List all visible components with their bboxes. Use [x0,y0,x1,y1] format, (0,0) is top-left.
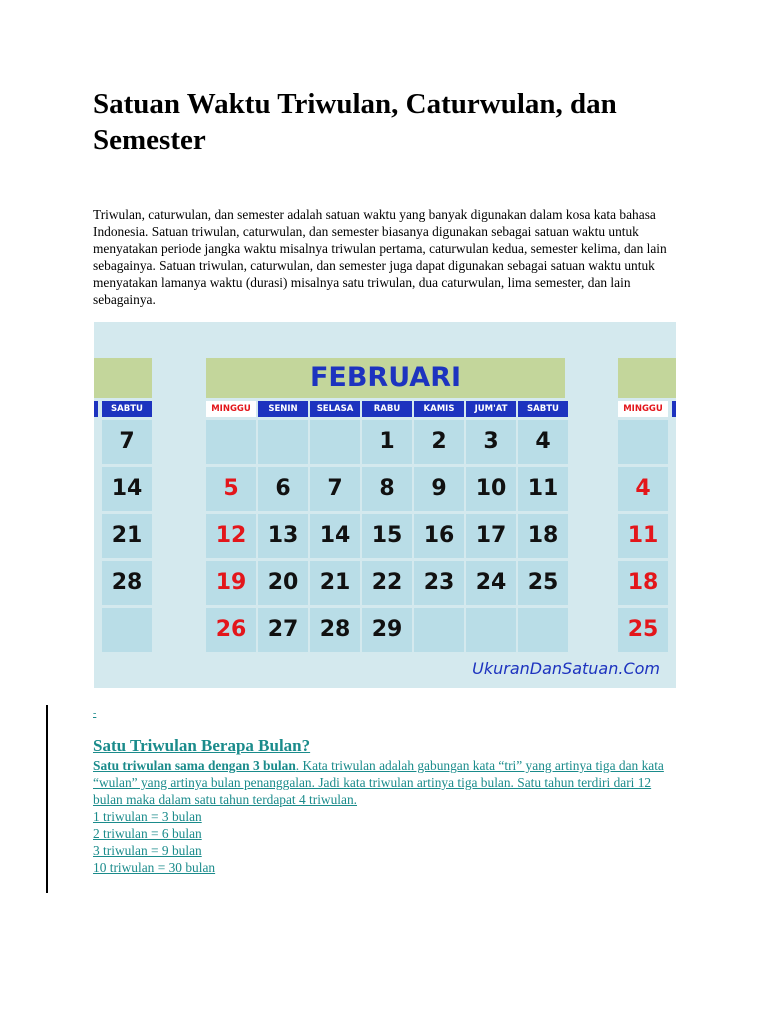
calendar-day-cell: 19 [206,561,256,605]
calendar-day-cell: 2 [414,420,464,464]
calendar-day-cell: 23 [414,561,464,605]
calendar-month: FEBRUARI [206,358,565,398]
calendar-day-cell: 25 [518,561,568,605]
calendar-day-cell: 16 [414,514,464,558]
day-header-1: SENIN [258,401,308,417]
calendar-day-cell: 18 [518,514,568,558]
left-partial-cell: 7 [102,420,152,464]
calendar-day-cell: 26 [206,608,256,652]
calendar-day-cell [466,608,516,652]
list-item[interactable]: 3 triwulan = 9 bulan [93,843,202,858]
calendar-day-cell: 11 [518,467,568,511]
calendar-day-cell [310,420,360,464]
calendar-day-cell: 9 [414,467,464,511]
right-partial-cell: 25 [618,608,668,652]
right-partial-cell: 4 [618,467,668,511]
calendar-day-cell: 3 [466,420,516,464]
calendar-day-cell [518,608,568,652]
right-partial-header [618,358,676,398]
right-partial-cell [618,420,668,464]
day-header-2: SELASA [310,401,360,417]
list-item[interactable]: 1 triwulan = 3 bulan [93,809,202,824]
day-header-sliver-right [672,401,676,417]
section-text[interactable] [93,757,683,808]
calendar-day-cell: 14 [310,514,360,558]
calendar-day-cell: 28 [310,608,360,652]
day-header-right-partial: MINGGU [618,401,668,417]
calendar-credit: UkuranDanSatuan.Com [472,659,660,678]
dash-link[interactable]: - [93,708,97,719]
calendar-day-cell: 22 [362,561,412,605]
calendar-day-cell: 4 [518,420,568,464]
section-body[interactable]: . Kata triwulan adalah gabungan kata “tri” yang artinya tiga dan kata “wulan” yang artinya bulan penanggalan. Jadi kata triwulan artinya tiga bulan. Satu tahun terdiri dari 12 bulan maka dalam satu tahun terdapat 4 triwulan. [93,758,664,807]
calendar-day-cell: 24 [466,561,516,605]
day-header-6: SABTU [518,401,568,417]
page-title: Satuan Waktu Triwulan, Caturwulan, dan Semester [93,88,617,156]
calendar-day-cell: 29 [362,608,412,652]
right-partial-cell: 18 [618,561,668,605]
calendar-day-headers [94,401,676,417]
left-partial-cell [102,608,152,652]
calendar-day-cell: 8 [362,467,412,511]
calendar-day-cell: 21 [310,561,360,605]
right-partial-cell: 11 [618,514,668,558]
day-header-sliver [94,401,98,417]
calendar-day-cell: 1 [362,420,412,464]
section-subtitle[interactable]: Satu Triwulan Berapa Bulan? [93,736,311,755]
calendar-day-cell [206,420,256,464]
left-partial-header [94,358,152,398]
list-item[interactable]: 2 triwulan = 6 bulan [93,826,202,841]
day-header-3: RABU [362,401,412,417]
day-header-0: MINGGU [206,401,256,417]
calendar-day-cell: 13 [258,514,308,558]
left-partial-cell: 28 [102,561,152,605]
calendar-image [94,322,676,688]
calendar-day-cell: 12 [206,514,256,558]
left-partial-cell: 21 [102,514,152,558]
list-item[interactable]: 10 triwulan = 30 bulan [93,860,216,875]
calendar-day-cell: 6 [258,467,308,511]
day-header-4: KAMIS [414,401,464,417]
calendar-day-cell: 27 [258,608,308,652]
left-partial-cell: 14 [102,467,152,511]
calendar-day-cell: 20 [258,561,308,605]
day-header-5: JUM'AT [466,401,516,417]
calendar-day-cell: 10 [466,467,516,511]
calendar-day-cell [414,608,464,652]
calendar-day-cell: 5 [206,467,256,511]
calendar-day-cell [258,420,308,464]
calendar-day-cell: 17 [466,514,516,558]
calendar-day-cell: 15 [362,514,412,558]
conversion-list [93,808,215,876]
intro-paragraph: Triwulan, caturwulan, dan semester adalah satuan waktu yang banyak digunakan dalam kosa kata bahasa Indonesia. Satuan triwulan, caturwulan, dan semester biasanya digunakan sebagai satuan waktu untuk menyatakan periode jangka waktu misalnya triwulan pertama, caturwulan kedua, semester kelima, dan lain sebagainya. Satuan triwulan, caturwulan, dan semester juga dapat digunakan sebagai satuan waktu untuk menyatakan lamanya waktu (durasi) misalnya satu triwulan, dua caturwulan, lima semester, dan lain sebagainya. [93,207,667,307]
day-header-left-partial: SABTU [102,401,152,417]
calendar-day-cell: 7 [310,467,360,511]
section-lead[interactable]: Satu triwulan sama dengan 3 bulan [93,758,296,773]
margin-bar [46,705,48,893]
